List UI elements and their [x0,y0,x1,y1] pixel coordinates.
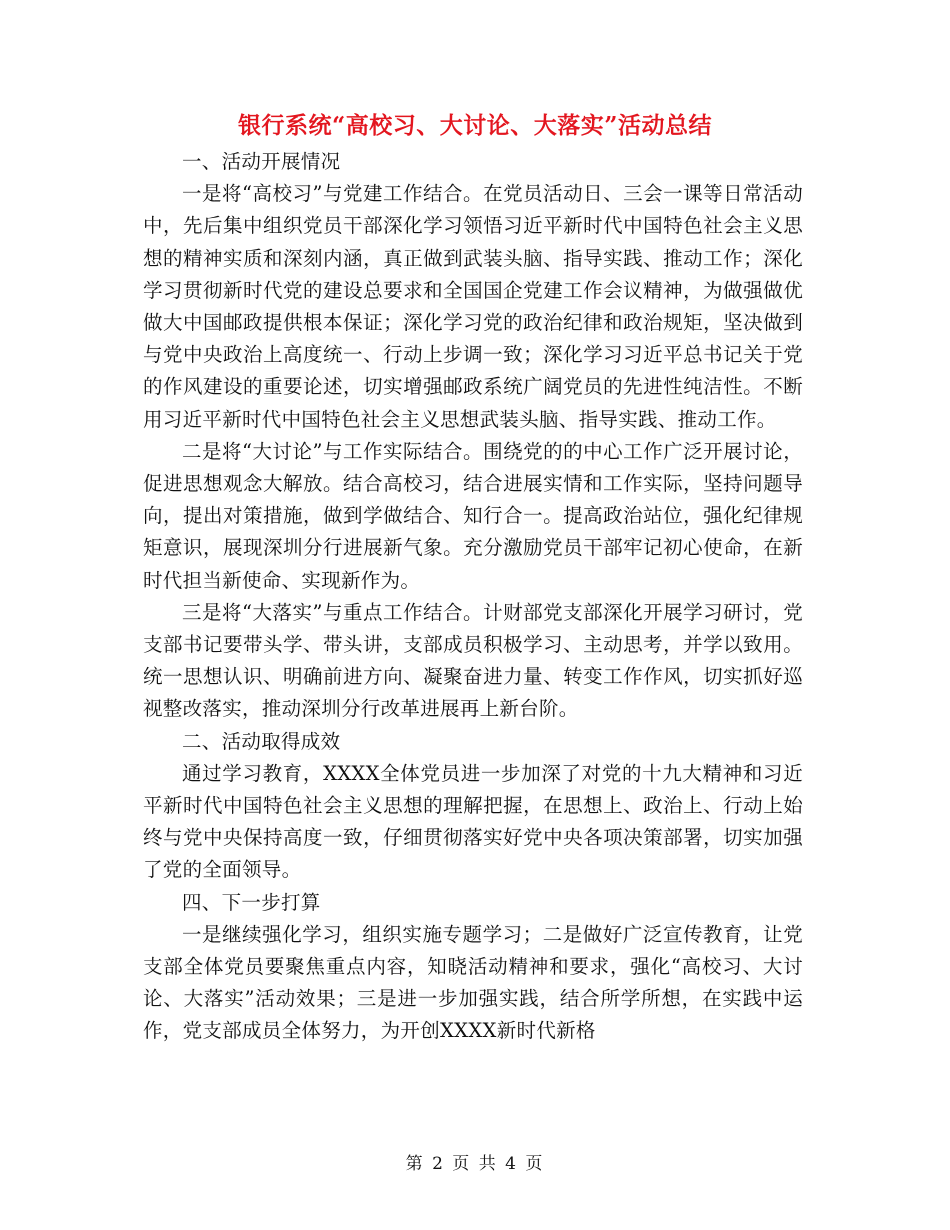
section-heading-activities: 一、活动开展情况 [182,150,341,173]
paragraph-study: 一是将“高校习”与党建工作结合。在党员活动日、三会一课等日常活动中，先后集中组织党员干部深化学习领悟习近平新时代中国特色社会主义思想的精神实质和深刻内涵，真正做到武装头脑、指导实践、推动工作；深化学习贯彻新时代党的建设总要求和全国国企党建工作会议精神，为做强做优做大中国邮政提供根本保证；深化学习党的政治纪律和政治规矩，坚决做到与党中央政治上高度统一、行动上步调一致；深化学习习近平总书记关于党的作风建设的重要论述，切实增强邮政系统广阔党员的先进性纯洁性。不断用习近平新时代中国特色社会主义思想武装头脑、指导实践、推动工作。 [143,182,803,431]
section-heading-results: 二、活动取得成效 [182,729,341,753]
paragraph-results: 通过学习教育，XXXX全体党员进一步加深了对党的十九大精神和习近平新时代中国特色社会主义思想的理解把握，在思想上、政治上、行动上始终与党中央保持高度一致，仔细贯彻落实好党中央各项决策部署，切实加强了党的全面领导。 [143,761,803,882]
document-title: 银行系统“高校习、大讨论、大落实”活动总结 [238,112,712,139]
document-body [143,146,803,1048]
section-heading-next-steps: 四、下一步打算 [182,890,321,914]
paragraph-next-steps: 一是继续强化学习，组织实施专题学习；二是做好广泛宣传教育，让党支部全体党员要聚焦重点内容，知晓活动精神和要求，强化“高校习、大讨论、大落实”活动效果；三是进一步加强实践，结合所学所想，在实践中运作，党支部成员全体努力，为开创XXXX新时代新格 [143,922,803,1043]
page-number: 第 2 页 共 4 页 [405,1154,545,1174]
paragraph-implementation: 三是将“大落实”与重点工作结合。计财部党支部深化开展学习研讨，党支部书记要带头学、带头讲，支部成员积极学习、主动思考，并学以致用。统一思想认识、明确前进方向、凝聚奋进力量、转变工作作风，切实抓好巡视整改落实，推动深圳分行改革进展再上新台阶。 [143,600,803,721]
paragraph-discussion: 二是将“大讨论”与工作实际结合。围绕党的的中心工作广泛开展讨论，促进思想观念大解放。结合高校习，结合进展实情和工作实际，坚持问题导向，提出对策措施，做到学做结合、知行合一。提高政治站位，强化纪律规矩意识，展现深圳分行进展新气象。充分激励党员干部牢记初心使命，在新时代担当新使命、实现新作为。 [143,439,803,592]
